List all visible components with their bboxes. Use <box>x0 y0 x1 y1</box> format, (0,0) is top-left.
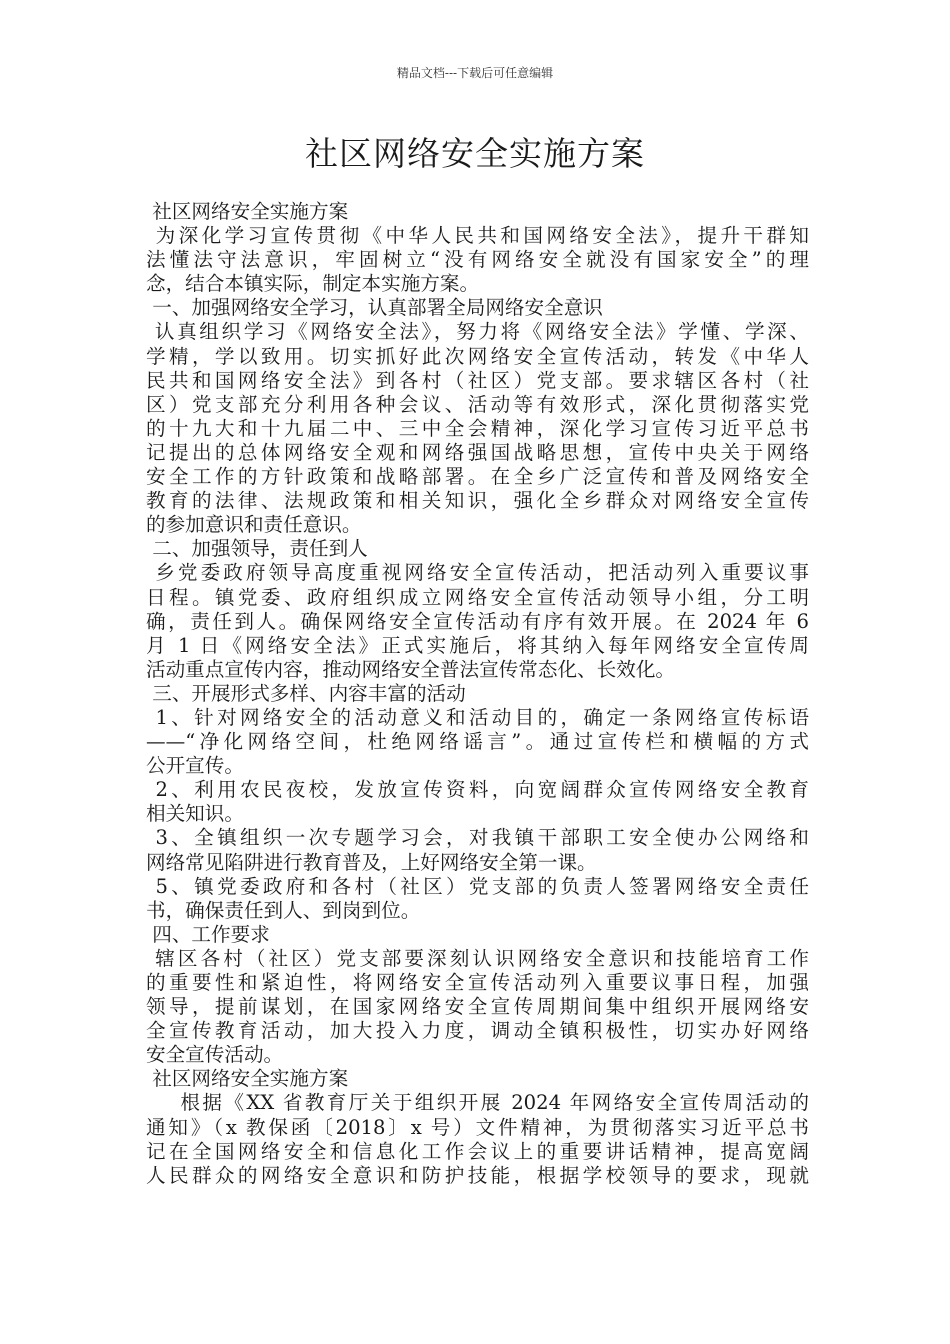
text-line: 安全宣传活动。 <box>146 1043 284 1067</box>
text-line: 领导，提前谋划，在国家网络安全宣传周期间集中组织开展网络安 <box>146 995 809 1019</box>
text-line: 四、工作要求 <box>146 922 270 946</box>
text-line: 记在全国网络安全和信息化工作会议上的重要讲话精神，提高宽阔 <box>146 1139 809 1163</box>
text-line: 3、全镇组织一次专题学习会，对我镇干部职工安全使办公网络和 <box>146 826 809 850</box>
text-line: 相关知识。 <box>146 802 244 826</box>
document-body <box>146 200 809 1188</box>
text-line: 念，结合本镇实际，制定本实施方案。 <box>146 272 480 296</box>
text-line: 网络常见陷阱进行教育普及，上好网络安全第一课。 <box>146 850 597 874</box>
text-line: 为深化学习宣传贯彻《中华人民共和国网络安全法》，提升干群知 <box>146 224 809 248</box>
text-line: 的参加意识和责任意识。 <box>146 513 362 537</box>
text-line: 1、针对网络安全的活动意义和活动目的，确定一条网络宣传标语 <box>146 705 809 729</box>
text-line: 教育的法律、法规政策和相关知识，强化全乡群众对网络安全宣传 <box>146 489 809 513</box>
text-line: 区）党支部充分利用各种会议、活动等有效形式，深化贯彻落实党 <box>146 392 809 416</box>
text-line: 人民群众的网络安全意识和防护技能，根据学校领导的要求，现就 <box>146 1163 809 1187</box>
text-line: 活动重点宣传内容，推动网络安全普法宣传常态化、长效化。 <box>146 657 676 681</box>
text-line: ——“净化网络空间，杜绝网络谣言”。通过宣传栏和横幅的方式 <box>146 730 809 754</box>
text-line: 全宣传教育活动，加大投入力度，调动全镇积极性，切实办好网络 <box>146 1019 809 1043</box>
text-line: 社区网络安全实施方案 <box>146 200 349 223</box>
text-line: 确，责任到人。确保网络安全宣传活动有序有效开展。在 2024 年 6 <box>146 609 809 633</box>
text-line: 安全工作的方针政策和战略部署。在全乡广泛宣传和普及网络安全 <box>146 465 809 489</box>
text-line: 记提出的总体网络安全观和网络强国战略思想，宣传中央关于网络 <box>146 440 809 464</box>
text-line: 法懂法守法意识，牢固树立“没有网络安全就没有国家安全”的理 <box>146 248 809 272</box>
text-line: 三、开展形式多样、内容丰富的活动 <box>146 681 466 705</box>
text-line: 月 1 日《网络安全法》正式实施后，将其纳入每年网络安全宣传周 <box>146 633 809 657</box>
text-line: 学精，学以致用。切实抓好此次网络安全宣传活动，转发《中华人 <box>146 344 809 368</box>
text-line: 2、利用农民夜校，发放宣传资料，向宽阔群众宣传网络安全教育 <box>146 778 809 802</box>
document-title: 社区网络安全实施方案 <box>305 134 645 173</box>
text-line: 公开宣传。 <box>146 754 244 778</box>
text-line: 书，确保责任到人、到岗到位。 <box>146 898 421 922</box>
text-line: 的重要性和紧迫性，将网络安全宣传活动列入重要议事日程，加强 <box>146 971 809 994</box>
text-line: 辖区各村（社区）党支部要深刻认识网络安全意识和技能培育工作 <box>146 946 809 970</box>
text-line: 社区网络安全实施方案 <box>146 1067 349 1091</box>
header-note: 精品文档---下载后可任意编辑 <box>396 66 554 80</box>
text-line: 通知》（x 教保函〔2018〕x 号）文件精神，为贯彻落实习近平总书 <box>146 1115 809 1139</box>
text-line: 乡党委政府领导高度重视网络安全宣传活动，把活动列入重要议事 <box>146 561 809 585</box>
text-line: 的十九大和十九届二中、三中全会精神，深化学习宣传习近平总书 <box>146 416 809 440</box>
text-line: 认真组织学习《网络安全法》，努力将《网络安全法》学懂、学深、 <box>146 320 809 344</box>
text-line: 日程。镇党委、政府组织成立网络安全宣传活动领导小组，分工明 <box>146 585 809 609</box>
text-line: 二、加强领导，责任到人 <box>146 537 368 561</box>
text-line: 根据《XX 省教育厅关于组织开展 2024 年网络安全宣传周活动的 <box>146 1091 809 1115</box>
text-line: 民共和国网络安全法》到各村（社区）党支部。要求辖区各村（社 <box>146 368 809 392</box>
text-line: 5、镇党委政府和各村（社区）党支部的负责人签署网络安全责任 <box>146 874 809 898</box>
text-line: 一、加强网络安全学习，认真部署全局网络安全意识 <box>146 296 603 320</box>
